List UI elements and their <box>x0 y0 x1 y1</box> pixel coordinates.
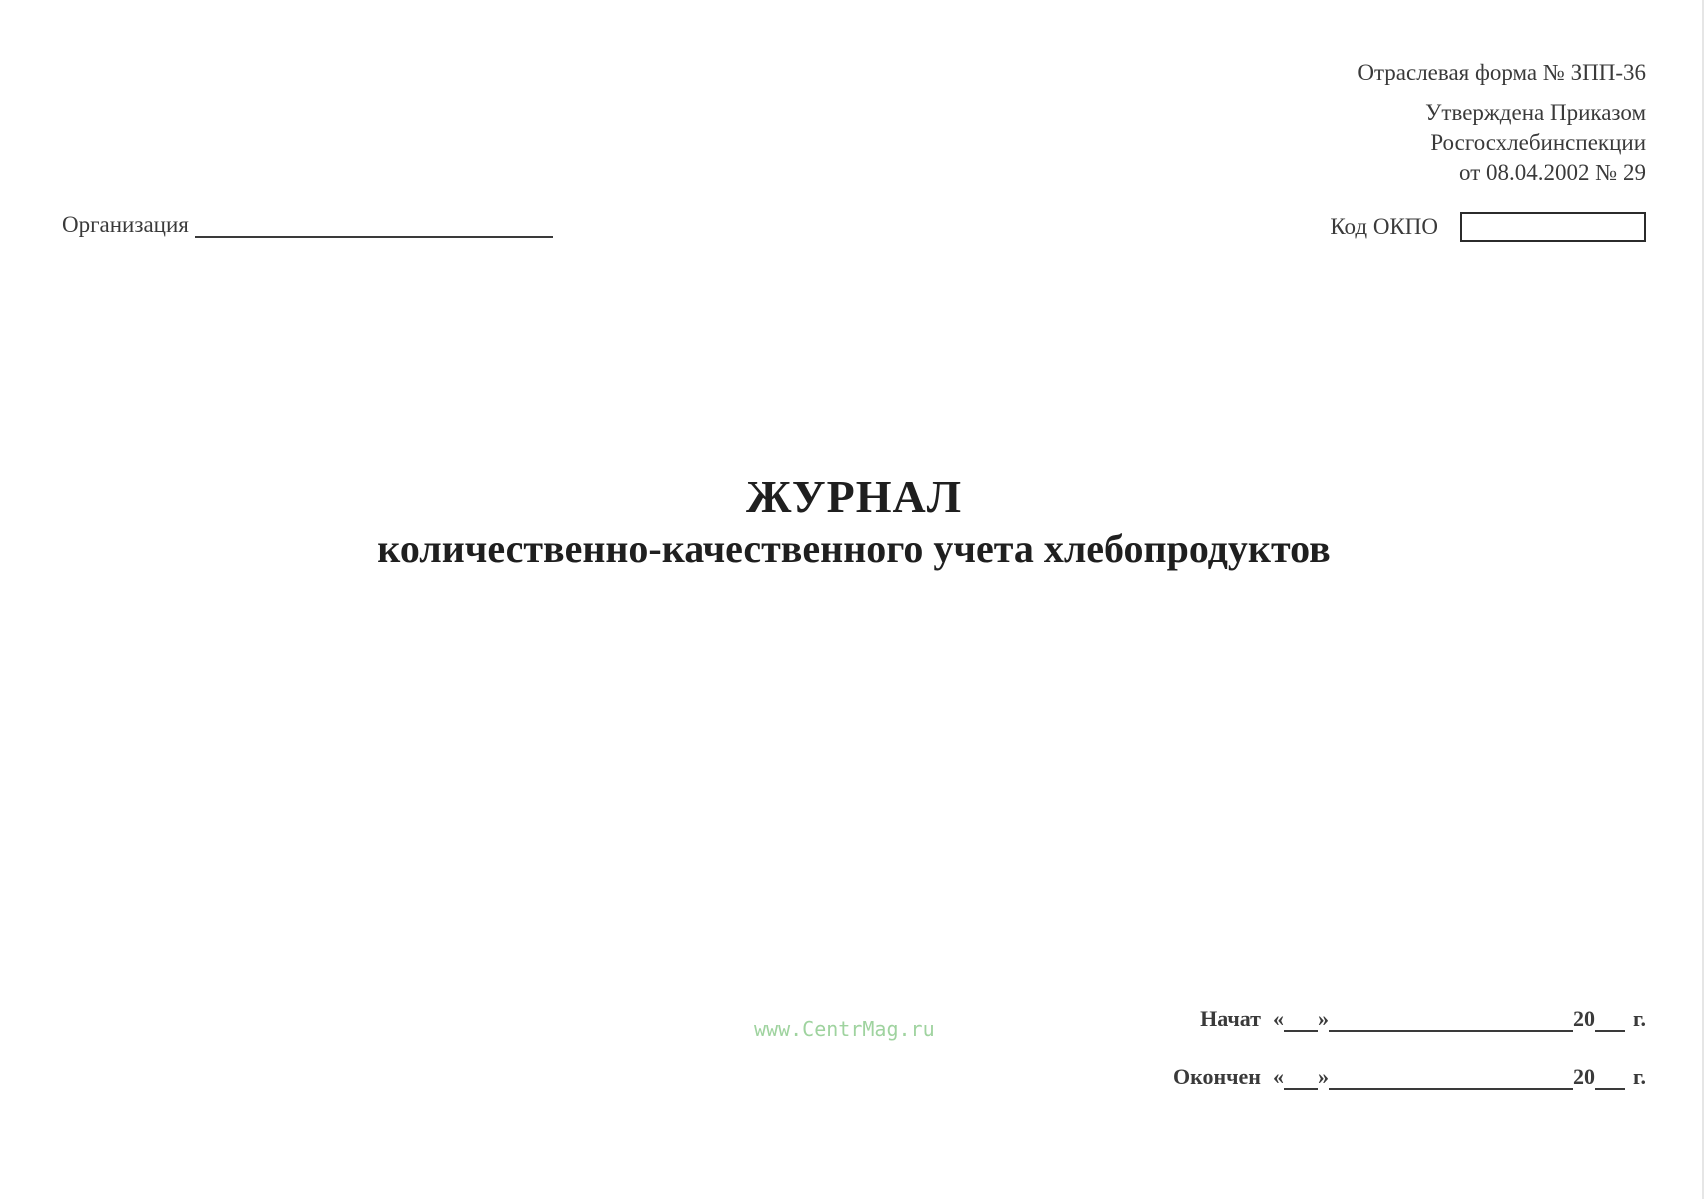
start-century: 20 <box>1572 1006 1595 1031</box>
end-day-blank[interactable] <box>1284 1066 1318 1090</box>
form-header <box>1357 58 1646 188</box>
okpo-field <box>1330 212 1646 242</box>
organization-field <box>62 212 553 238</box>
start-year-blank[interactable] <box>1595 1008 1625 1032</box>
start-day-blank[interactable] <box>1284 1008 1318 1032</box>
start-date-row <box>1200 1006 1646 1032</box>
okpo-label: Код ОКПО <box>1330 214 1438 239</box>
start-date-label: Начат <box>1200 1006 1261 1031</box>
watermark: www.CentrMag.ru <box>754 1017 935 1041</box>
end-month-blank[interactable] <box>1329 1066 1573 1090</box>
end-date-label: Окончен <box>1172 1064 1261 1089</box>
end-year-suffix: г. <box>1632 1064 1646 1089</box>
start-year-suffix: г. <box>1632 1006 1646 1031</box>
page-edge-shadow <box>1702 0 1704 1199</box>
start-close-quote: » <box>1317 1006 1329 1031</box>
end-date-row <box>1173 1064 1646 1090</box>
start-month-blank[interactable] <box>1329 1008 1573 1032</box>
approval-line-3: от 08.04.2002 № 29 <box>1459 160 1646 185</box>
organization-label: Организация <box>62 212 189 237</box>
document-title <box>0 470 1708 574</box>
okpo-input-box[interactable] <box>1460 212 1646 242</box>
end-year-blank[interactable] <box>1595 1066 1625 1090</box>
start-open-quote: « <box>1272 1006 1284 1031</box>
approval-line-1: Утверждена Приказом <box>1425 100 1646 125</box>
organization-input-line[interactable] <box>195 212 553 238</box>
end-close-quote: » <box>1317 1064 1329 1089</box>
approval-line-2: Росгосхлебинспекции <box>1430 130 1646 155</box>
title-subtitle: количественно-качественного учета хлебопродуктов <box>377 526 1331 571</box>
end-open-quote: « <box>1272 1064 1284 1089</box>
title-main: ЖУРНАЛ <box>746 471 962 522</box>
form-number: Отраслевая форма № ЗПП-36 <box>1357 60 1646 85</box>
end-century: 20 <box>1572 1064 1595 1089</box>
